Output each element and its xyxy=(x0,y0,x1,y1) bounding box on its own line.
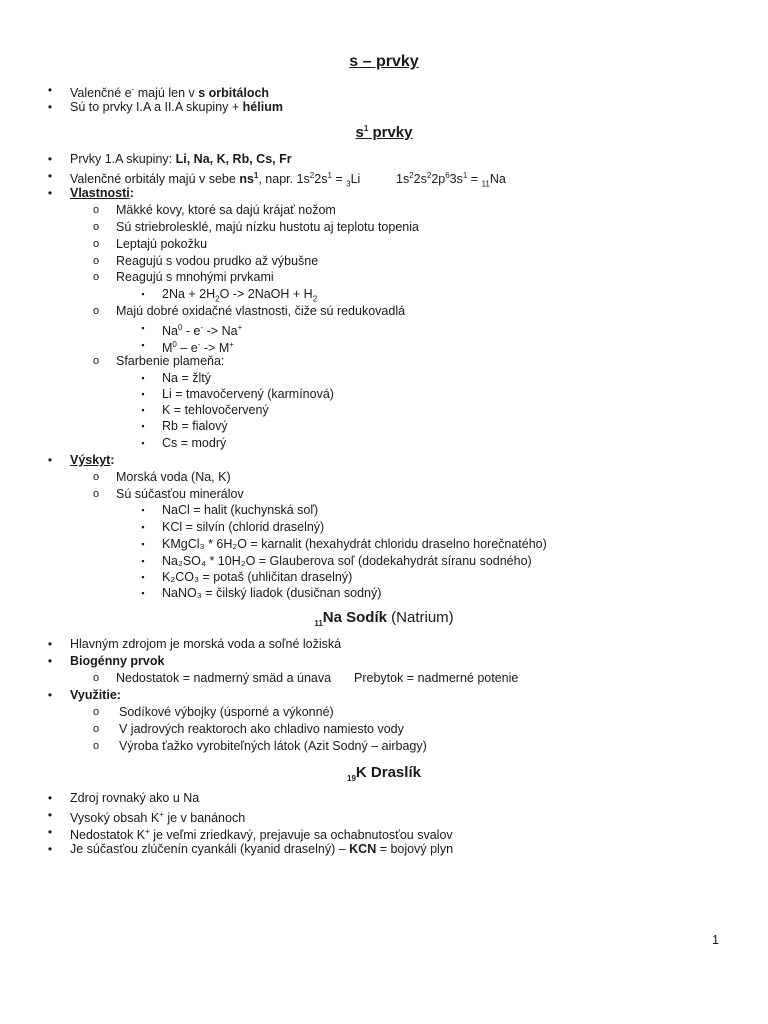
vyskyt-label: Výskyt: xyxy=(70,453,115,467)
flame-item: Na = žltý xyxy=(162,371,211,385)
flame-item: Li = tmavočervený (karmínová) xyxy=(162,387,334,401)
section-heading-potassium: $_{19}$K Draslík xyxy=(347,764,421,783)
biogenic-label: Biogénny prvok xyxy=(70,654,165,668)
vlastnosti-label: Vlastnosti: xyxy=(70,186,134,200)
use-item: Výroba ťažko vyrobiteľných látok (Azit Sodný – airbagy) xyxy=(119,739,427,753)
bullet-icon: o xyxy=(92,672,100,684)
bullet-icon: • xyxy=(47,169,53,183)
bullet-icon: ▪ xyxy=(141,373,145,383)
reaction-equation: $2Na + 2H_2O$ -> 2NaOH + $H_2$ xyxy=(162,287,318,304)
property-item: Leptajú pokožku xyxy=(116,237,208,251)
potassium-line: Vysoký obsah K+ je v banánoch xyxy=(70,810,246,826)
property-item: Sú striebrolesklé, majú nízku hustotu aj teplotu topenia xyxy=(116,220,419,234)
oxidation-equation: Na$^0$ - e- -> Na+ xyxy=(162,323,243,339)
section-heading-sodium: $_{11}$Na Sodík (Natrium) xyxy=(314,609,454,628)
oxidation-equation: $M^0 - e^- -> M^+$ xyxy=(162,340,234,356)
excess-text: Prebytok = nadmerné potenie xyxy=(354,671,519,685)
valence-example-na: $1s^22s^22p^63s^1 = _{11}Na$ xyxy=(396,171,506,189)
property-item: Reagujú s mnohými prvkami xyxy=(116,270,274,284)
bullet-icon: o xyxy=(92,471,100,483)
use-item: V jadrových reaktoroch ako chladivo namiesto vody xyxy=(119,722,404,736)
uses-label: Využitie: xyxy=(70,688,121,702)
bullet-icon: ▪ xyxy=(141,556,145,566)
valence-line: Valenčné orbitály majú v sebe $ns^1$, napr. $1s^22s^1 = _3Li$ xyxy=(70,171,361,189)
section-heading-s1: $s^1$ prvky xyxy=(355,124,413,141)
page-number: 1 xyxy=(712,933,719,947)
potassium-line: Je súčasťou zlúčenín cyankáli (kyanid draselný) – KCN = bojový plyn xyxy=(70,842,454,856)
intro-line-1: Valenčné e- majú len v s orbitáloch xyxy=(70,85,270,101)
mineral-item: KMgCl₃ * 6H₂O = karnalit (hexahydrát chloridu draselno horečnatého) xyxy=(162,537,547,551)
bullet-icon: • xyxy=(47,825,53,839)
sodium-source: Hlavným zdrojom je morská voda a soľné ložiská xyxy=(70,637,342,651)
bullet-icon: o xyxy=(92,706,100,718)
mineral-item: NaCl = halit (kuchynská soľ) xyxy=(162,503,319,517)
deficiency-text: Nedostatok = nadmerný smäd a únava xyxy=(116,671,332,685)
bullet-icon: ▪ xyxy=(141,522,145,532)
bullet-icon: • xyxy=(47,808,53,822)
bullet-icon: • xyxy=(47,842,53,856)
bullet-icon: o xyxy=(92,355,100,367)
bullet-icon: ▪ xyxy=(141,389,145,399)
bullet-icon: ▪ xyxy=(141,323,145,333)
flame-label: Sfarbenie plameňa: xyxy=(116,354,225,368)
mineral-item: K₂CO₃ = potaš (uhličitan draselný) xyxy=(162,570,353,584)
flame-item: K = tehlovočervený xyxy=(162,403,269,417)
bullet-icon: ▪ xyxy=(141,539,145,549)
bullet-icon: ▪ xyxy=(141,405,145,415)
bullet-icon: o xyxy=(92,488,100,500)
bullet-icon: o xyxy=(92,238,100,250)
bullet-icon: • xyxy=(47,654,53,668)
property-item: Mäkké kovy, ktoré sa dajú krájať nožom xyxy=(116,203,336,217)
bullet-icon: • xyxy=(47,152,53,166)
flame-item: Cs = modrý xyxy=(162,436,227,450)
bullet-icon: • xyxy=(47,83,53,97)
bullet-icon: ▪ xyxy=(141,505,145,515)
mineral-item: NaNO₃ = čilský liadok (dusičnan sodný) xyxy=(162,586,382,600)
potassium-line: Zdroj rovnaký ako u Na xyxy=(70,791,200,805)
bullet-icon: ▪ xyxy=(141,588,145,598)
bullet-icon: o xyxy=(92,221,100,233)
occurrence-item: Sú súčasťou minerálov xyxy=(116,487,244,501)
bullet-icon: ▪ xyxy=(141,421,145,431)
property-item: Majú dobré oxidačné vlastnosti, čiže sú redukovadlá xyxy=(116,304,406,318)
bullet-icon: ▪ xyxy=(141,572,145,582)
bullet-icon: o xyxy=(92,740,100,752)
page-title: s – prvky xyxy=(349,53,419,70)
use-item: Sodíkové výbojky (úsporné a výkonné) xyxy=(119,705,334,719)
bullet-icon: ▪ xyxy=(141,289,145,299)
intro-line-2: Sú to prvky I.A a II.A skupiny + hélium xyxy=(70,100,283,114)
bullet-icon: o xyxy=(92,255,100,267)
bullet-icon: ▪ xyxy=(141,340,145,350)
bullet-icon: o xyxy=(92,204,100,216)
potassium-line: Nedostatok K+ je veľmi zriedkavý, prejavuje sa ochabnutosťou svalov xyxy=(70,827,453,843)
bullet-icon: o xyxy=(92,305,100,317)
mineral-item: KCl = silvín (chlorid draselný) xyxy=(162,520,325,534)
bullet-icon: o xyxy=(92,271,100,283)
flame-item: Rb = fialový xyxy=(162,419,228,433)
bullet-icon: • xyxy=(47,791,53,805)
bullet-icon: ▪ xyxy=(141,438,145,448)
mineral-item: Na₂SO₄ * 10H₂O = Glauberova soľ (dodekahydrát síranu sodného) xyxy=(162,554,532,568)
bullet-icon: • xyxy=(47,100,53,114)
bullet-icon: • xyxy=(47,453,53,467)
bullet-icon: o xyxy=(92,723,100,735)
occurrence-item: Morská voda (Na, K) xyxy=(116,470,231,484)
bullet-icon: • xyxy=(47,688,53,702)
groups-line: Prvky 1.A skupiny: Li, Na, K, Rb, Cs, Fr xyxy=(70,152,292,166)
property-item: Reagujú s vodou prudko až výbušne xyxy=(116,254,319,268)
bullet-icon: • xyxy=(47,637,53,651)
bullet-icon: • xyxy=(47,186,53,200)
